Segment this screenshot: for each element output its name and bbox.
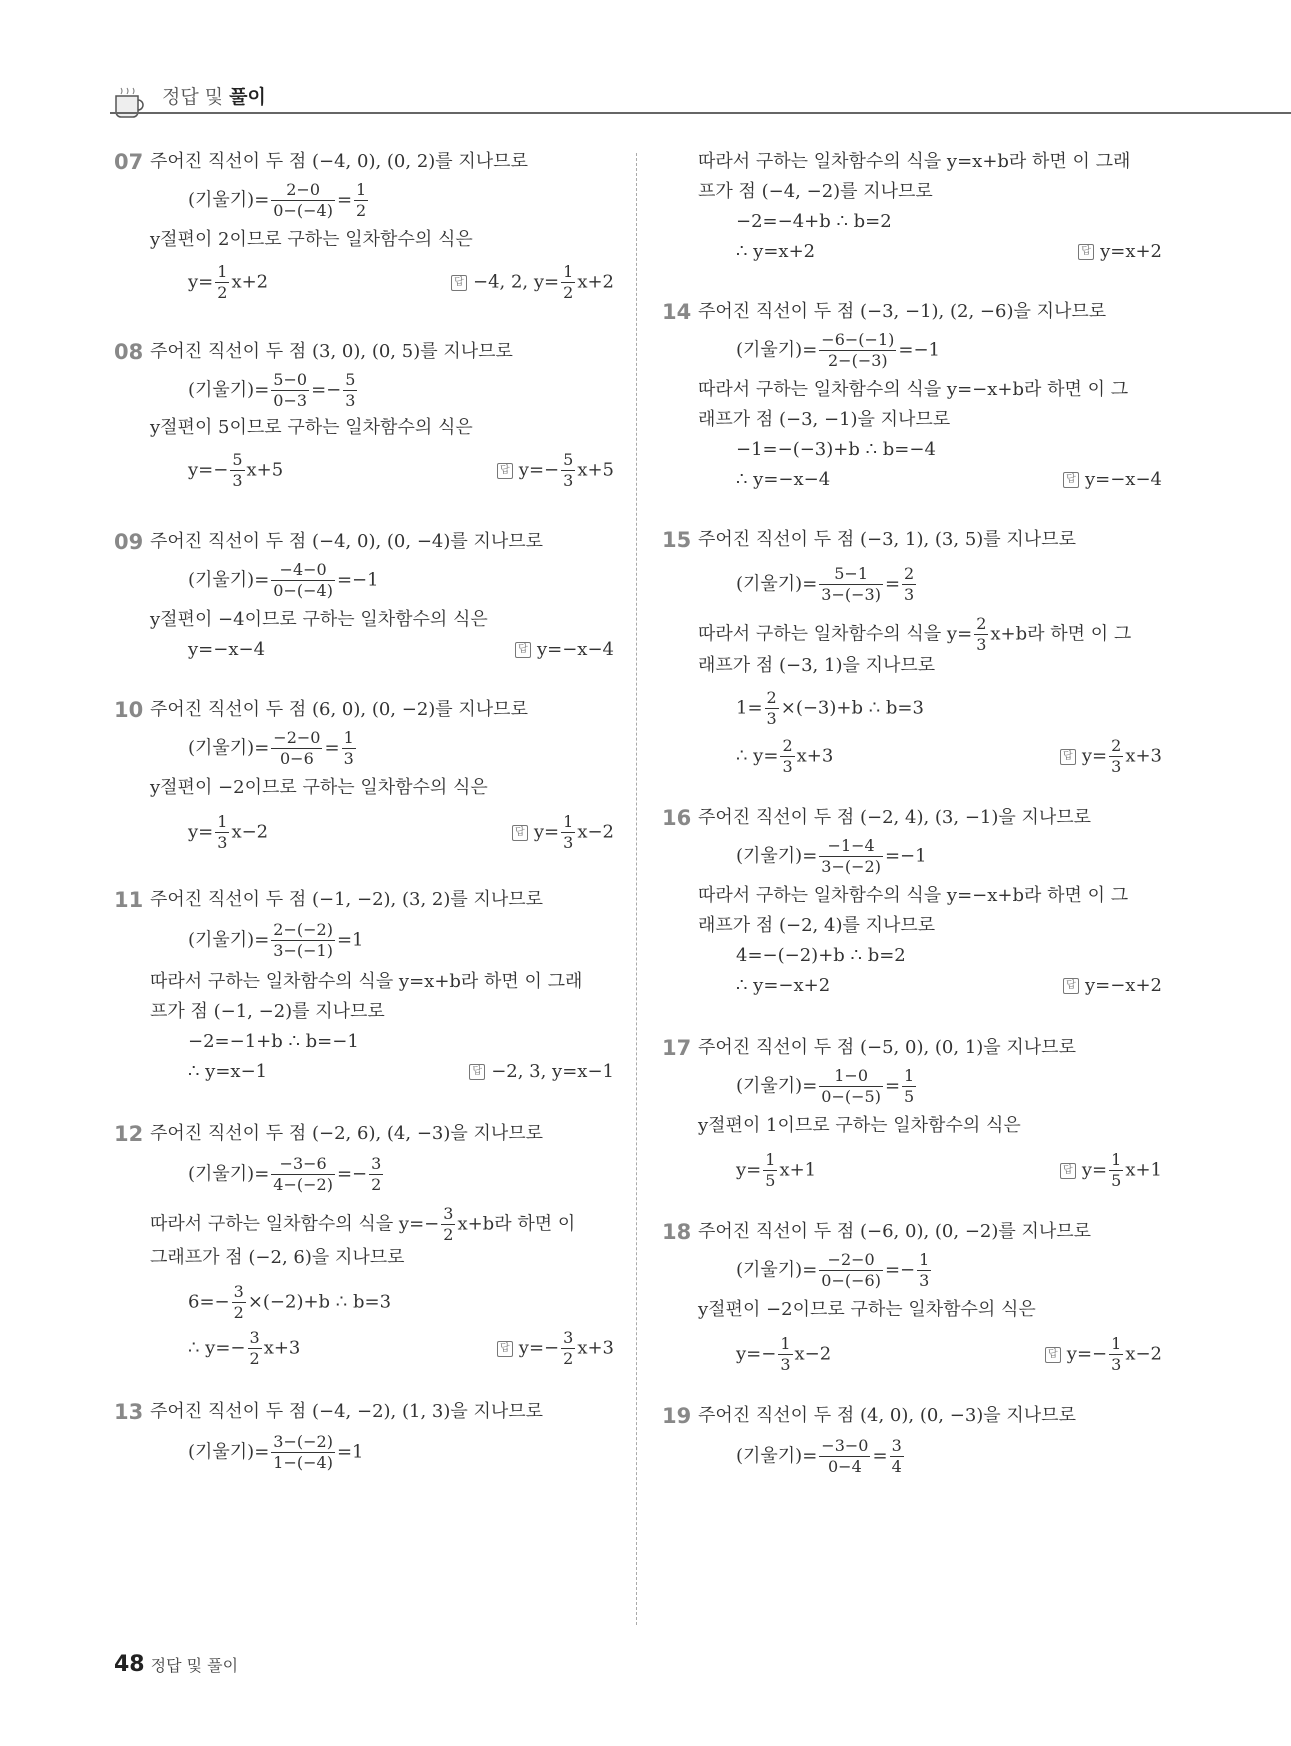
page-title: 정답 및 풀이 xyxy=(162,86,266,108)
answer-icon: 답 xyxy=(451,275,467,291)
text-line: 따라서 구하는 일차함수의 식을 y=x+b라 하면 이 그래 xyxy=(698,151,1131,172)
equation-line: ∴ y= $\frac{2}{3}$ x+3 xyxy=(736,736,834,776)
problem-number: 08 xyxy=(114,340,144,364)
answer-icon: 답 xyxy=(512,825,528,841)
text-line: 주어진 직선이 두 점 (−6, 0), (0, −2)를 지나므로 xyxy=(698,1221,1092,1242)
text-line: 주어진 직선이 두 점 (6, 0), (0, −2)를 지나므로 xyxy=(150,699,528,720)
answer-icon: 답 xyxy=(1060,1163,1076,1179)
problem-number: 16 xyxy=(662,806,692,830)
equation-line: 4=−(−2)+b ∴ b=2 xyxy=(736,945,906,966)
problem-number: 18 xyxy=(662,1220,692,1244)
answer: 답 y=− $\frac{3}{2}$ x+3 xyxy=(497,1328,614,1369)
answer-icon: 답 xyxy=(497,1341,513,1357)
slope-line: (기울기)= $\frac{-4-0}{0-(-4)}$ =−1 xyxy=(188,560,379,600)
text-line: 따라서 구하는 일차함수의 식을 y=−x+b라 하면 이 그 xyxy=(698,885,1129,906)
text-line: 주어진 직선이 두 점 (−3, 1), (3, 5)를 지나므로 xyxy=(698,529,1076,550)
footer-label: 정답 및 풀이 xyxy=(150,1656,239,1675)
text-line: 주어진 직선이 두 점 (−3, −1), (2, −6)을 지나므로 xyxy=(698,301,1107,322)
text-line: y절편이 1이므로 구하는 일차함수의 식은 xyxy=(698,1115,1021,1136)
slope-line: (기울기)= $\frac{-3-0}{0-4}$ = $\frac{3}{4}$ xyxy=(736,1436,902,1476)
text-line: 주어진 직선이 두 점 (−2, 6), (4, −3)을 지나므로 xyxy=(150,1123,544,1144)
text-line: y절편이 2이므로 구하는 일차함수의 식은 xyxy=(150,229,473,250)
text-line: y절편이 −2이므로 구하는 일차함수의 식은 xyxy=(150,777,488,798)
problem-number: 17 xyxy=(662,1036,692,1060)
answer: 답 −2, 3, y=x−1 xyxy=(469,1060,614,1084)
header-rule xyxy=(110,112,1291,114)
equation-line: y= $\frac{1}{3}$ x−2 xyxy=(188,812,269,852)
answer-icon: 답 xyxy=(515,642,531,658)
answer-icon: 답 xyxy=(497,463,513,479)
equation-line: −2=−4+b ∴ b=2 xyxy=(736,211,892,232)
equation-line: y=−x−4 xyxy=(188,639,266,660)
slope-line: (기울기)= $\frac{-6-(-1)}{2-(-3)}$ =−1 xyxy=(736,330,940,370)
text-line: 그래프가 점 (−2, 6)을 지나므로 xyxy=(150,1247,405,1268)
text-line: 따라서 구하는 일차함수의 식을 y=−x+b라 하면 이 그 xyxy=(698,379,1129,400)
text-line: 주어진 직선이 두 점 (−4, 0), (0, −4)를 지나므로 xyxy=(150,531,544,552)
equation-line: 1= $\frac{2}{3}$ ×(−3)+b ∴ b=3 xyxy=(736,688,924,728)
equation-line: ∴ y=− $\frac{3}{2}$ x+3 xyxy=(188,1328,301,1368)
slope-line: (기울기)= $\frac{3-(-2)}{1-(-4)}$ =1 xyxy=(188,1432,364,1472)
column-divider xyxy=(636,153,637,1625)
text-line: 프가 점 (−4, −2)를 지나므로 xyxy=(698,181,933,202)
text-line: 주어진 직선이 두 점 (3, 0), (0, 5)를 지나므로 xyxy=(150,341,513,362)
problem-number: 14 xyxy=(662,300,692,324)
problem-number: 10 xyxy=(114,698,144,722)
problem-number: 11 xyxy=(114,888,144,912)
slope-line: (기울기)= $\frac{2-(-2)}{3-(-1)}$ =1 xyxy=(188,920,364,960)
text-line: 따라서 구하는 일차함수의 식을 y= $\frac{2}{3}$ x+b라 하면 이 그 xyxy=(698,614,1132,654)
slope-line: (기울기)= $\frac{-3-6}{4-(-2)}$ =− $\frac{3}{2}$ xyxy=(188,1154,382,1194)
problem-number: 12 xyxy=(114,1122,144,1146)
equation-line: ∴ y=x−1 xyxy=(188,1061,268,1082)
problem-number: 15 xyxy=(662,528,692,552)
problem-number: 19 xyxy=(662,1404,692,1428)
slope-line: (기울기)= $\frac{-1-4}{3-(-2)}$ =−1 xyxy=(736,836,927,876)
text-line: 프가 점 (−1, −2)를 지나므로 xyxy=(150,1001,385,1022)
text-line: 주어진 직선이 두 점 (−1, −2), (3, 2)를 지나므로 xyxy=(150,889,544,910)
text-line: y절편이 −2이므로 구하는 일차함수의 식은 xyxy=(698,1299,1036,1320)
answer-icon: 답 xyxy=(1045,1347,1061,1363)
equation-line: ∴ y=−x−4 xyxy=(736,469,831,490)
equation-line: y=− $\frac{5}{3}$ x+5 xyxy=(188,450,284,490)
equation-line: ∴ y=−x+2 xyxy=(736,975,831,996)
text-line: 주어진 직선이 두 점 (−4, −2), (1, 3)을 지나므로 xyxy=(150,1401,544,1422)
mug-icon xyxy=(110,86,150,120)
answer: 답 y= $\frac{2}{3}$ x+3 xyxy=(1060,736,1162,777)
text-line: 래프가 점 (−2, 4)를 지나므로 xyxy=(698,915,936,936)
text-line: 래프가 점 (−3, 1)을 지나므로 xyxy=(698,655,936,676)
answer: 답 y= $\frac{1}{3}$ x−2 xyxy=(512,812,614,853)
equation-line: −1=−(−3)+b ∴ b=−4 xyxy=(736,439,936,460)
equation-line: 6=− $\frac{3}{2}$ ×(−2)+b ∴ b=3 xyxy=(188,1282,392,1322)
text-line: 래프가 점 (−3, −1)을 지나므로 xyxy=(698,409,951,430)
answer: 답 y=x+2 xyxy=(1078,240,1162,264)
slope-line: (기울기)= $\frac{-2-0}{0-6}$ = $\frac{1}{3}$ xyxy=(188,728,354,768)
answer: 답 y=−x−4 xyxy=(515,638,614,662)
page-number: 48 xyxy=(114,1652,145,1677)
slope-line: (기울기)= $\frac{5-0}{0-3}$ =− $\frac{5}{3}$ xyxy=(188,370,356,410)
slope-line: (기울기)= $\frac{2-0}{0-(-4)}$ = $\frac{1}{2}$ xyxy=(188,180,367,220)
answer-icon: 답 xyxy=(1063,472,1079,488)
answer-icon: 답 xyxy=(1063,978,1079,994)
slope-line: (기울기)= $\frac{5-1}{3-(-3)}$ = $\frac{2}{3}$ xyxy=(736,564,915,604)
answer: 답 y=−x−4 xyxy=(1063,468,1162,492)
text-line: 따라서 구하는 일차함수의 식을 y=x+b라 하면 이 그래 xyxy=(150,971,583,992)
answer: 답 y= $\frac{1}{5}$ x+1 xyxy=(1060,1150,1162,1191)
problem-number: 07 xyxy=(114,150,144,174)
equation-line: y= $\frac{1}{5}$ x+1 xyxy=(736,1150,817,1190)
answer: 답 y=−x+2 xyxy=(1063,974,1162,998)
answer-icon: 답 xyxy=(1060,749,1076,765)
page-footer xyxy=(114,1652,238,1677)
text-line: y절편이 −4이므로 구하는 일차함수의 식은 xyxy=(150,609,488,630)
text-line: 주어진 직선이 두 점 (−4, 0), (0, 2)를 지나므로 xyxy=(150,151,528,172)
text-line: y절편이 5이므로 구하는 일차함수의 식은 xyxy=(150,417,473,438)
slope-line: (기울기)= $\frac{1-0}{0-(-5)}$ = $\frac{1}{5}$ xyxy=(736,1066,915,1106)
answer: 답 −4, 2, y= $\frac{1}{2}$ x+2 xyxy=(451,262,614,303)
answer-icon: 답 xyxy=(1078,244,1094,260)
slope-line: (기울기)= $\frac{-2-0}{0-(-6)}$ =− $\frac{1}{3}$ xyxy=(736,1250,930,1290)
text-line: 주어진 직선이 두 점 (4, 0), (0, −3)을 지나므로 xyxy=(698,1405,1076,1426)
equation-line: y=− $\frac{1}{3}$ x−2 xyxy=(736,1334,832,1374)
answer: 답 y=− $\frac{1}{3}$ x−2 xyxy=(1045,1334,1162,1375)
equation-line: y= $\frac{1}{2}$ x+2 xyxy=(188,262,269,302)
answer-icon: 답 xyxy=(469,1064,485,1080)
text-line: 따라서 구하는 일차함수의 식을 y=− $\frac{3}{2}$ x+b라 하면 이 xyxy=(150,1204,576,1244)
text-line: 주어진 직선이 두 점 (−5, 0), (0, 1)을 지나므로 xyxy=(698,1037,1076,1058)
answer: 답 y=− $\frac{5}{3}$ x+5 xyxy=(497,450,614,491)
problem-number: 09 xyxy=(114,530,144,554)
problem-number: 13 xyxy=(114,1400,144,1424)
text-line: 주어진 직선이 두 점 (−2, 4), (3, −1)을 지나므로 xyxy=(698,807,1092,828)
equation-line: −2=−1+b ∴ b=−1 xyxy=(188,1031,359,1052)
equation-line: ∴ y=x+2 xyxy=(736,241,816,262)
